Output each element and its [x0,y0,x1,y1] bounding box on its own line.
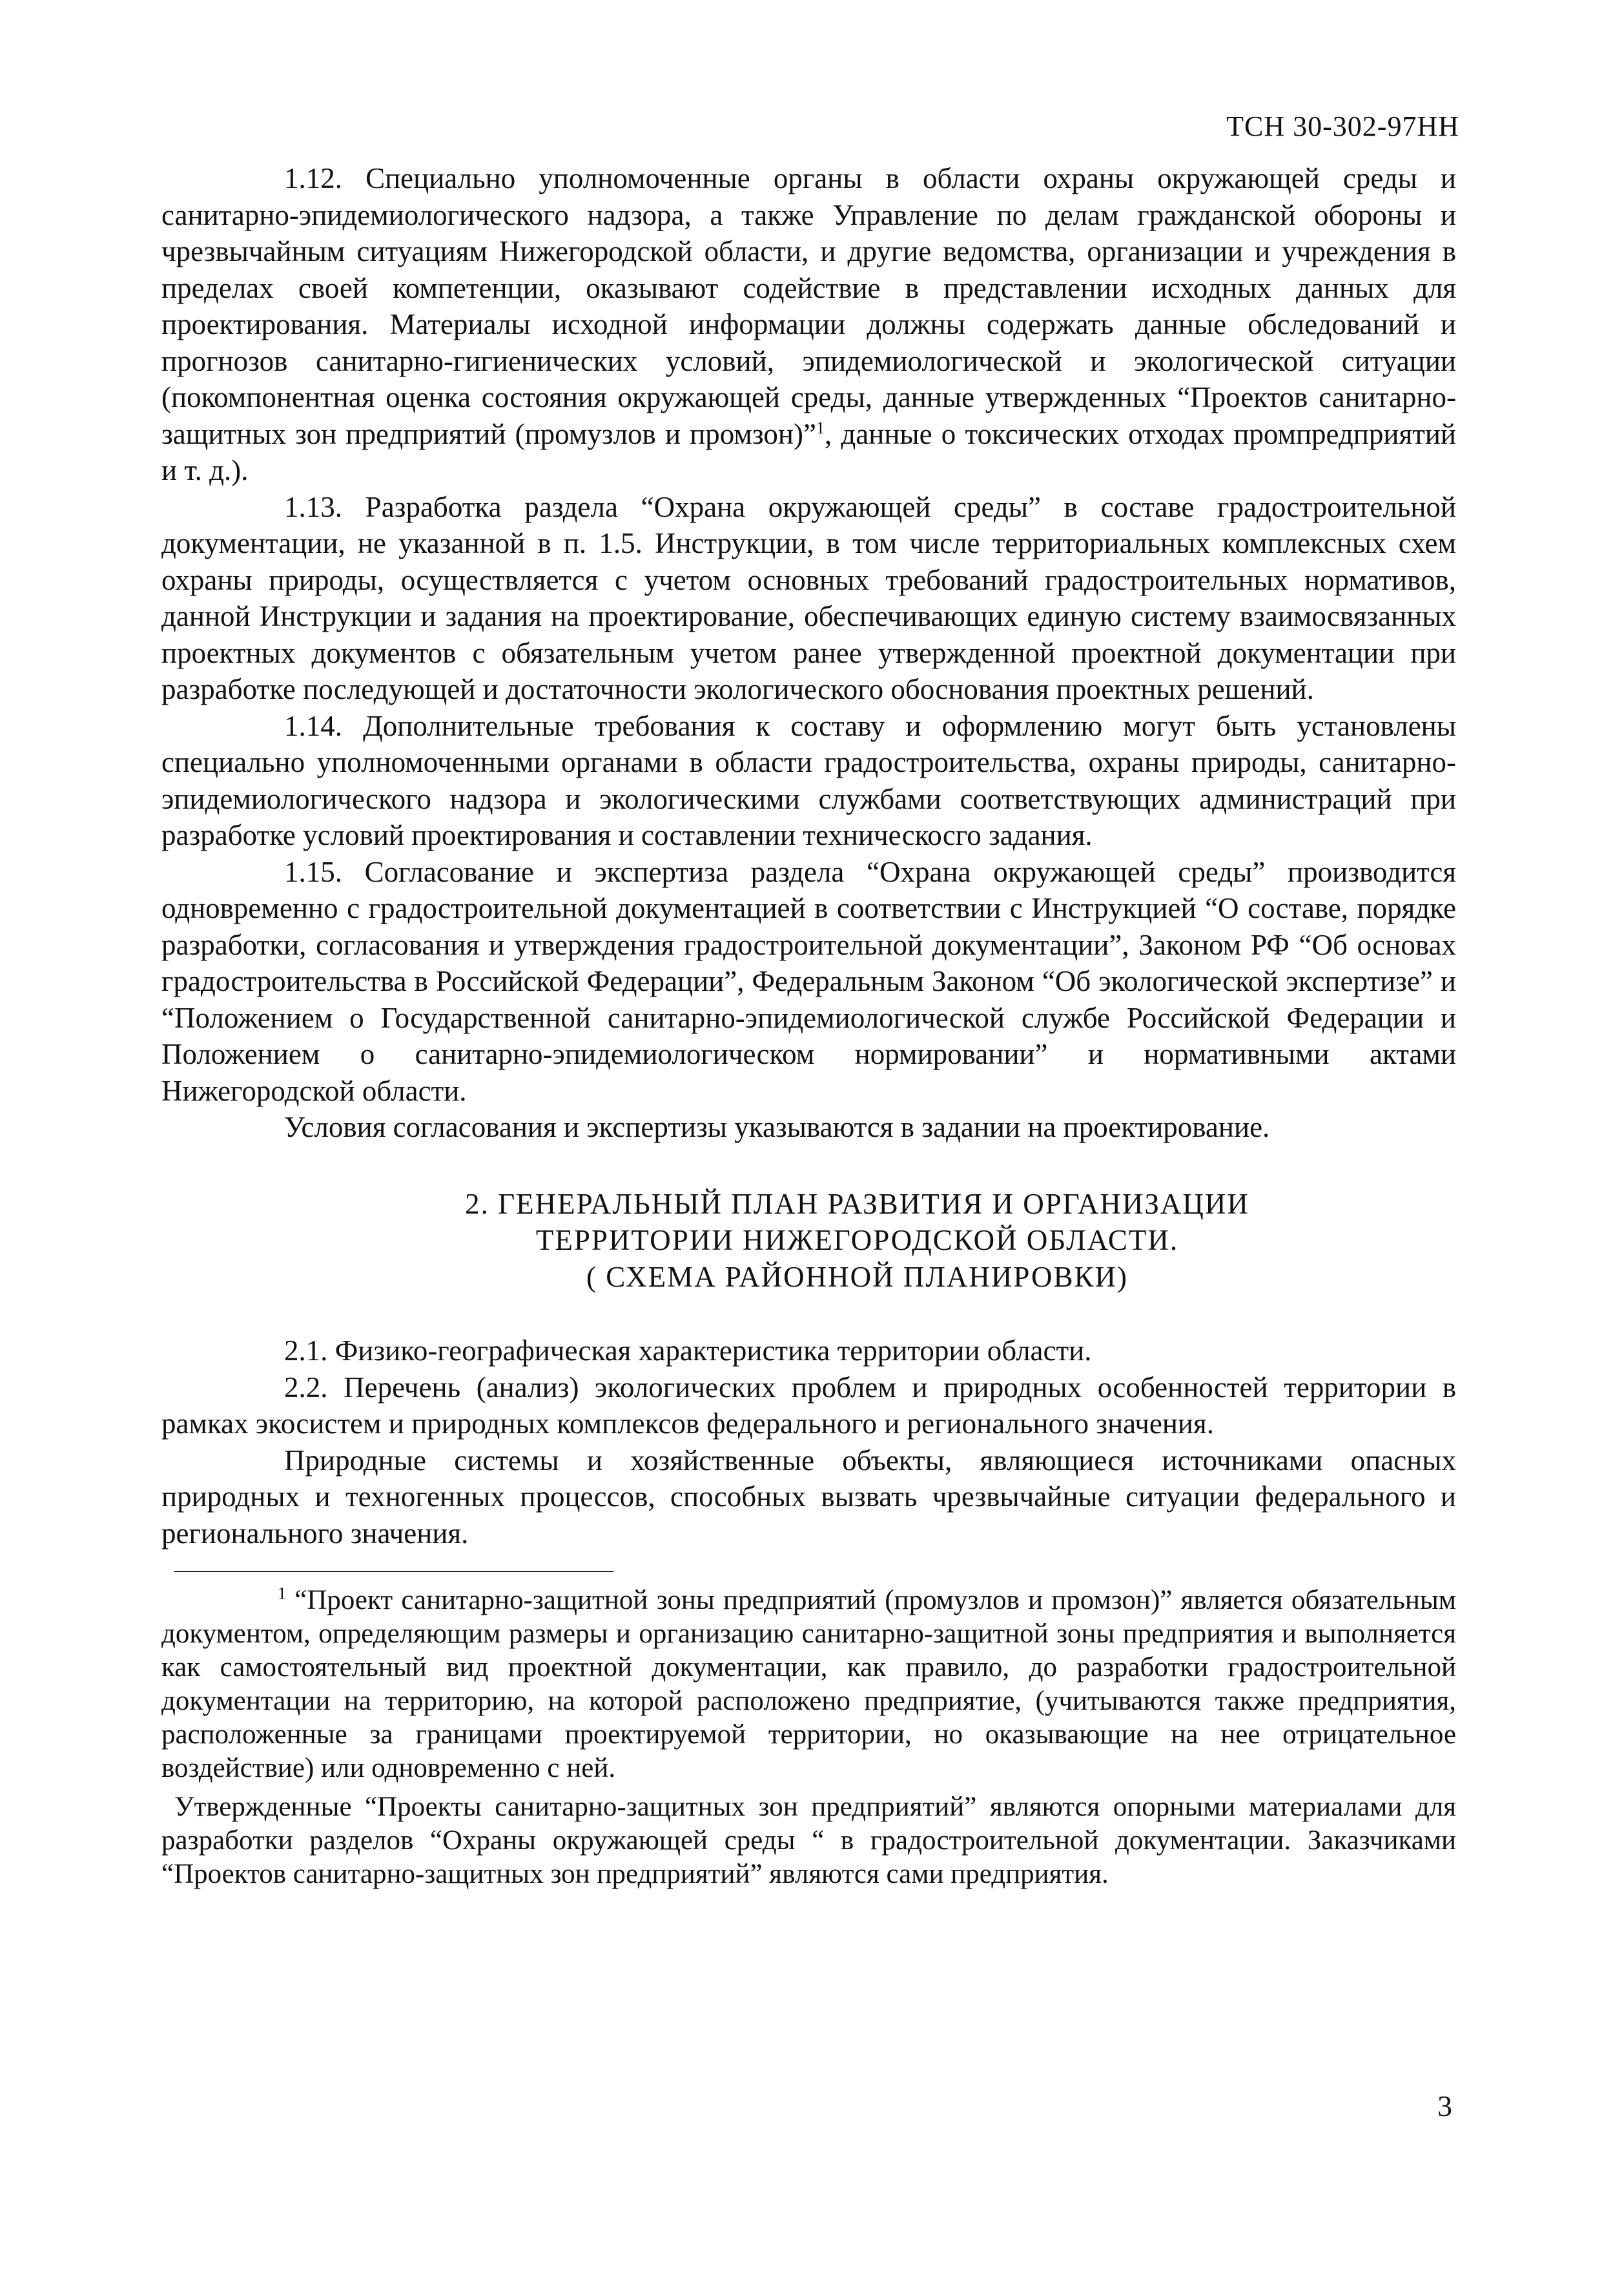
document-body [161,160,1456,1891]
paragraph-approval-conditions: Условия согласования и экспертизы указываются в задании на проектирование. [284,1111,1270,1143]
footnote-1-marker: 1 [278,1584,286,1603]
paragraph-1-12-tail: , данные о токсических отходах промпредприятий и т. д.). [161,417,1456,486]
paragraph-1-13: 1.13. Разработка раздела “Охрана окружающей среды” в составе градостроительной документации, не указанной в п. 1.5. Инструкции, в том числе территориальных комплексных схем охраны природы, осуществляется с учетом основных требований градостроительных нормативов, данной Инструкции и задания на проектирование, обеспечивающих единую систему взаимосвязанных проектных документов с обязательным учетом ранее утвержденной проектной документации при разработке последующей и достаточности экологического обоснования проектных решений. [161,490,1456,705]
paragraph-1-15: 1.15. Согласование и экспертиза раздела “Охрана окружающей среды” производится одновременно с градостроительной документацией в соответствии с Инструкцией “О составе, порядке разработки, согласования и утверждения градостроительной документации”, Законом РФ “Об основах градостроительства в Российской Федерации”, Федеральным Законом “Об экологической экспертизе” и “Положением о Государственной санитарно-эпидемиологической службе Российской Федерации и Положением о санитарно-эпидемиологическом нормировании” и нормативными актами Нижегородской области. [161,855,1456,1107]
footnote-1-continuation: Утвержденные “Проекты санитарно-защитных зон предприятий” являются опорными материалами для разработки разделов “Охраны окружающей среды “ в градостроительной документации. Заказчиками “Проектов санитарно-защитных зон предприятий” являются сами предприятия. [161,1792,1456,1889]
page-number: 3 [1437,2089,1452,2122]
paragraph-1-14: 1.14. Дополнительные требования к составу и оформлению могут быть установлены специально уполномоченными органами в области градостроительства, охраны природы, санитарно-эпидемиологического надзора и экологическими службами соответствующих администраций при разработке условий проектирования и составлении техническосго задания. [161,709,1456,851]
paragraph-2-2: 2.2. Перечень (анализ) экологических проблем и природных особенностей территории в рамках экосистем и природных комплексов федерального и регионального значения. [161,1371,1456,1440]
paragraph-2-1: 2.1. Физико-географическая характеристика территории области. [284,1334,1092,1367]
section-heading-line-2: ТЕРРИТОРИИ НИЖЕГОРОДСКОЙ ОБЛАСТИ. [535,1224,1179,1256]
section-heading-line-1: 2. ГЕНЕРАЛЬНЫЙ ПЛАН РАЗВИТИЯ И ОРГАНИЗАЦИИ [465,1187,1249,1220]
footnote-1 [161,1584,1456,1785]
footnote-1-text: “Проект санитарно-защитной зоны предприятий (промузлов и промзон)” является обязательным документом, определяющим размеры и организацию санитарно-защитной зоны предприятия и выполняется как самостоятельный вид проектной документации, как правило, до разработки градостроительной документации на территорию, на которой расположено предприятие, (учитываются также предприятия, расположенные за границами проектируемой территории, но оказывающие на нее отрицательное воздействие) или одновременно с ней. [161,1585,1456,1783]
section-heading-line-3: ( СХЕМА РАЙОННОЙ ПЛАНИРОВКИ) [586,1260,1128,1293]
section-heading [161,1186,1456,1296]
footnote-marker: 1 [816,418,825,437]
document-code: ТСН 30-302-97НН [1226,110,1459,142]
paragraph-1-12-text: 1.12. Специально уполномоченные органы в области охраны окружающей среды и санитарно-эпидемиологического надзора, а также Управление по делам гражданской обороны и чрезвычайным ситуациям Нижегородской области, и другие ведомства, организации и учреждения в пределах своей компетенции, оказывают содействие в представлении исходных данных для проектирования. Материалы исходной информации должны содержать данные обследований и прогнозов санитарно-гигиенических условий, эпидемиологической и экологической ситуации (покомпонентная оценка состояния окружающей среды, данные утвержденных “Проектов санитарно-защитных зон предприятий (промузлов и промзон)” [161,162,1456,450]
paragraph-1-12 [161,160,1456,489]
paragraph-natural-systems: Природные системы и хозяйственные объекты, являющиеся источниками опасных природных и техногенных процессов, способных вызвать чрезвычайные ситуации федерального и регионального значения. [161,1444,1456,1549]
footnote-separator [174,1571,613,1572]
